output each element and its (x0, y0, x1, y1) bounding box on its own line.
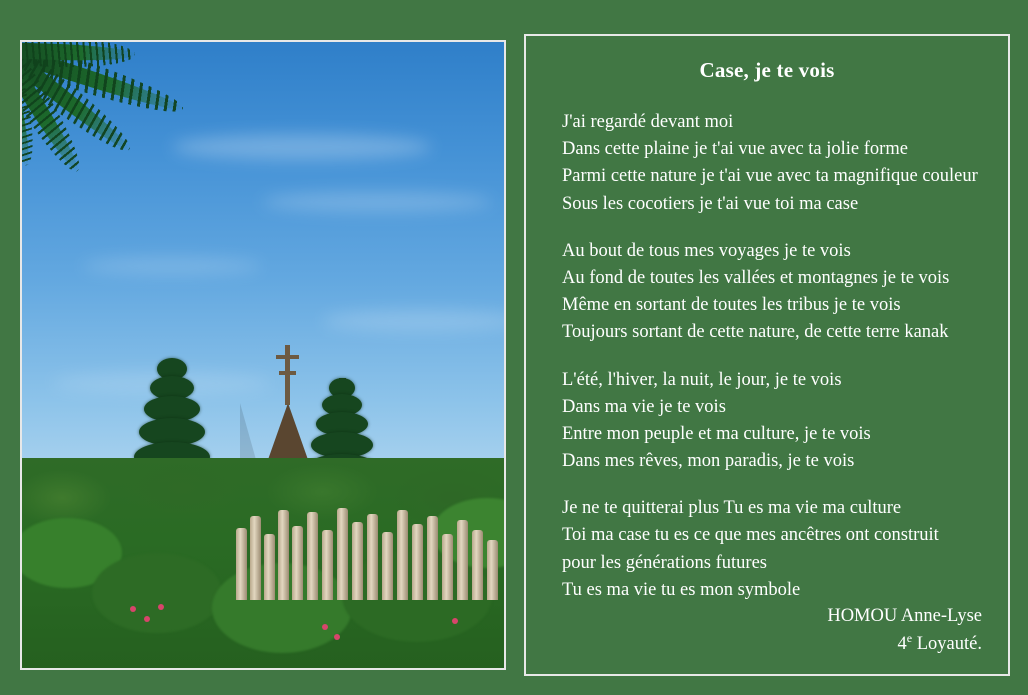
fence-post (472, 530, 483, 600)
poem-line: Au fond de toutes les vallées et montagnes je te vois (562, 267, 950, 288)
fence-post (367, 514, 378, 600)
flower (158, 604, 164, 610)
poem-line: Même en sortant de toutes les tribus je te vois (562, 295, 901, 316)
fence-post (278, 510, 289, 600)
wooden-fence (22, 490, 504, 600)
palm-frond (22, 42, 135, 63)
flower (452, 618, 458, 624)
poem-stanza (562, 495, 986, 604)
photo-image (22, 42, 504, 668)
fence-post (264, 534, 275, 600)
fence-post (487, 540, 498, 600)
poem-title: Case, je te vois (699, 58, 835, 82)
fence-post (352, 522, 363, 600)
flower (144, 616, 150, 622)
signature-class-number: 4 (897, 634, 907, 655)
poem-line: Dans mes rêves, mon paradis, je te vois (562, 451, 855, 472)
fence-post (427, 516, 438, 600)
fence-post (457, 520, 468, 600)
flower (334, 634, 340, 640)
poem-line: Sous les cocotiers je t'ai vue toi ma case (562, 193, 859, 214)
poem-line: L'été, l'hiver, la nuit, le jour, je te vois (562, 369, 842, 390)
hut-spire (285, 345, 290, 405)
poem-line: Dans cette plaine je t'ai vue avec ta jolie forme (562, 139, 908, 160)
fence-post (442, 534, 453, 600)
poem-line: Au bout de tous mes voyages je te vois (562, 240, 851, 261)
signature-class-name: Loyauté. (912, 634, 982, 655)
fence-post (322, 530, 333, 600)
fence-post (292, 526, 303, 600)
poem-line: pour les générations futures (562, 552, 767, 573)
signature-class (827, 630, 982, 658)
flower (130, 606, 136, 612)
poem-line: Je ne te quitterai plus Tu es ma vie ma culture (562, 498, 902, 519)
poem-line: Parmi cette nature je t'ai vue avec ta magnifique couleur (562, 166, 978, 187)
poem-stanza (562, 238, 986, 347)
fence-post (412, 524, 423, 600)
poem-stanza (562, 109, 986, 218)
fence-post (337, 508, 348, 600)
flower (322, 624, 328, 630)
fence-post (397, 510, 408, 600)
poem-line: Dans ma vie je te vois (562, 396, 726, 417)
poem-stanza (562, 367, 986, 476)
poem-line: Toujours sortant de cette nature, de cette terre kanak (562, 322, 949, 343)
poem-line: Toi ma case tu es ce que mes ancêtres ont construit (562, 525, 939, 546)
poem-panel (524, 34, 1010, 676)
palm-fronds (22, 42, 232, 332)
poem-line: J'ai regardé devant moi (562, 112, 734, 132)
signature-class-suffix: e (906, 631, 913, 646)
poem-line: Entre mon peuple et ma culture, je te vois (562, 423, 871, 444)
fence-post (382, 532, 393, 600)
photo-panel (20, 40, 506, 670)
signature (827, 603, 982, 658)
poem-line: Tu es ma vie tu es mon symbole (562, 579, 801, 600)
fence-post (236, 528, 247, 600)
cloud (262, 192, 492, 212)
signature-author: HOMOU Anne-Lyse (827, 606, 982, 627)
fence-post (307, 512, 318, 600)
fence-post (250, 516, 261, 600)
